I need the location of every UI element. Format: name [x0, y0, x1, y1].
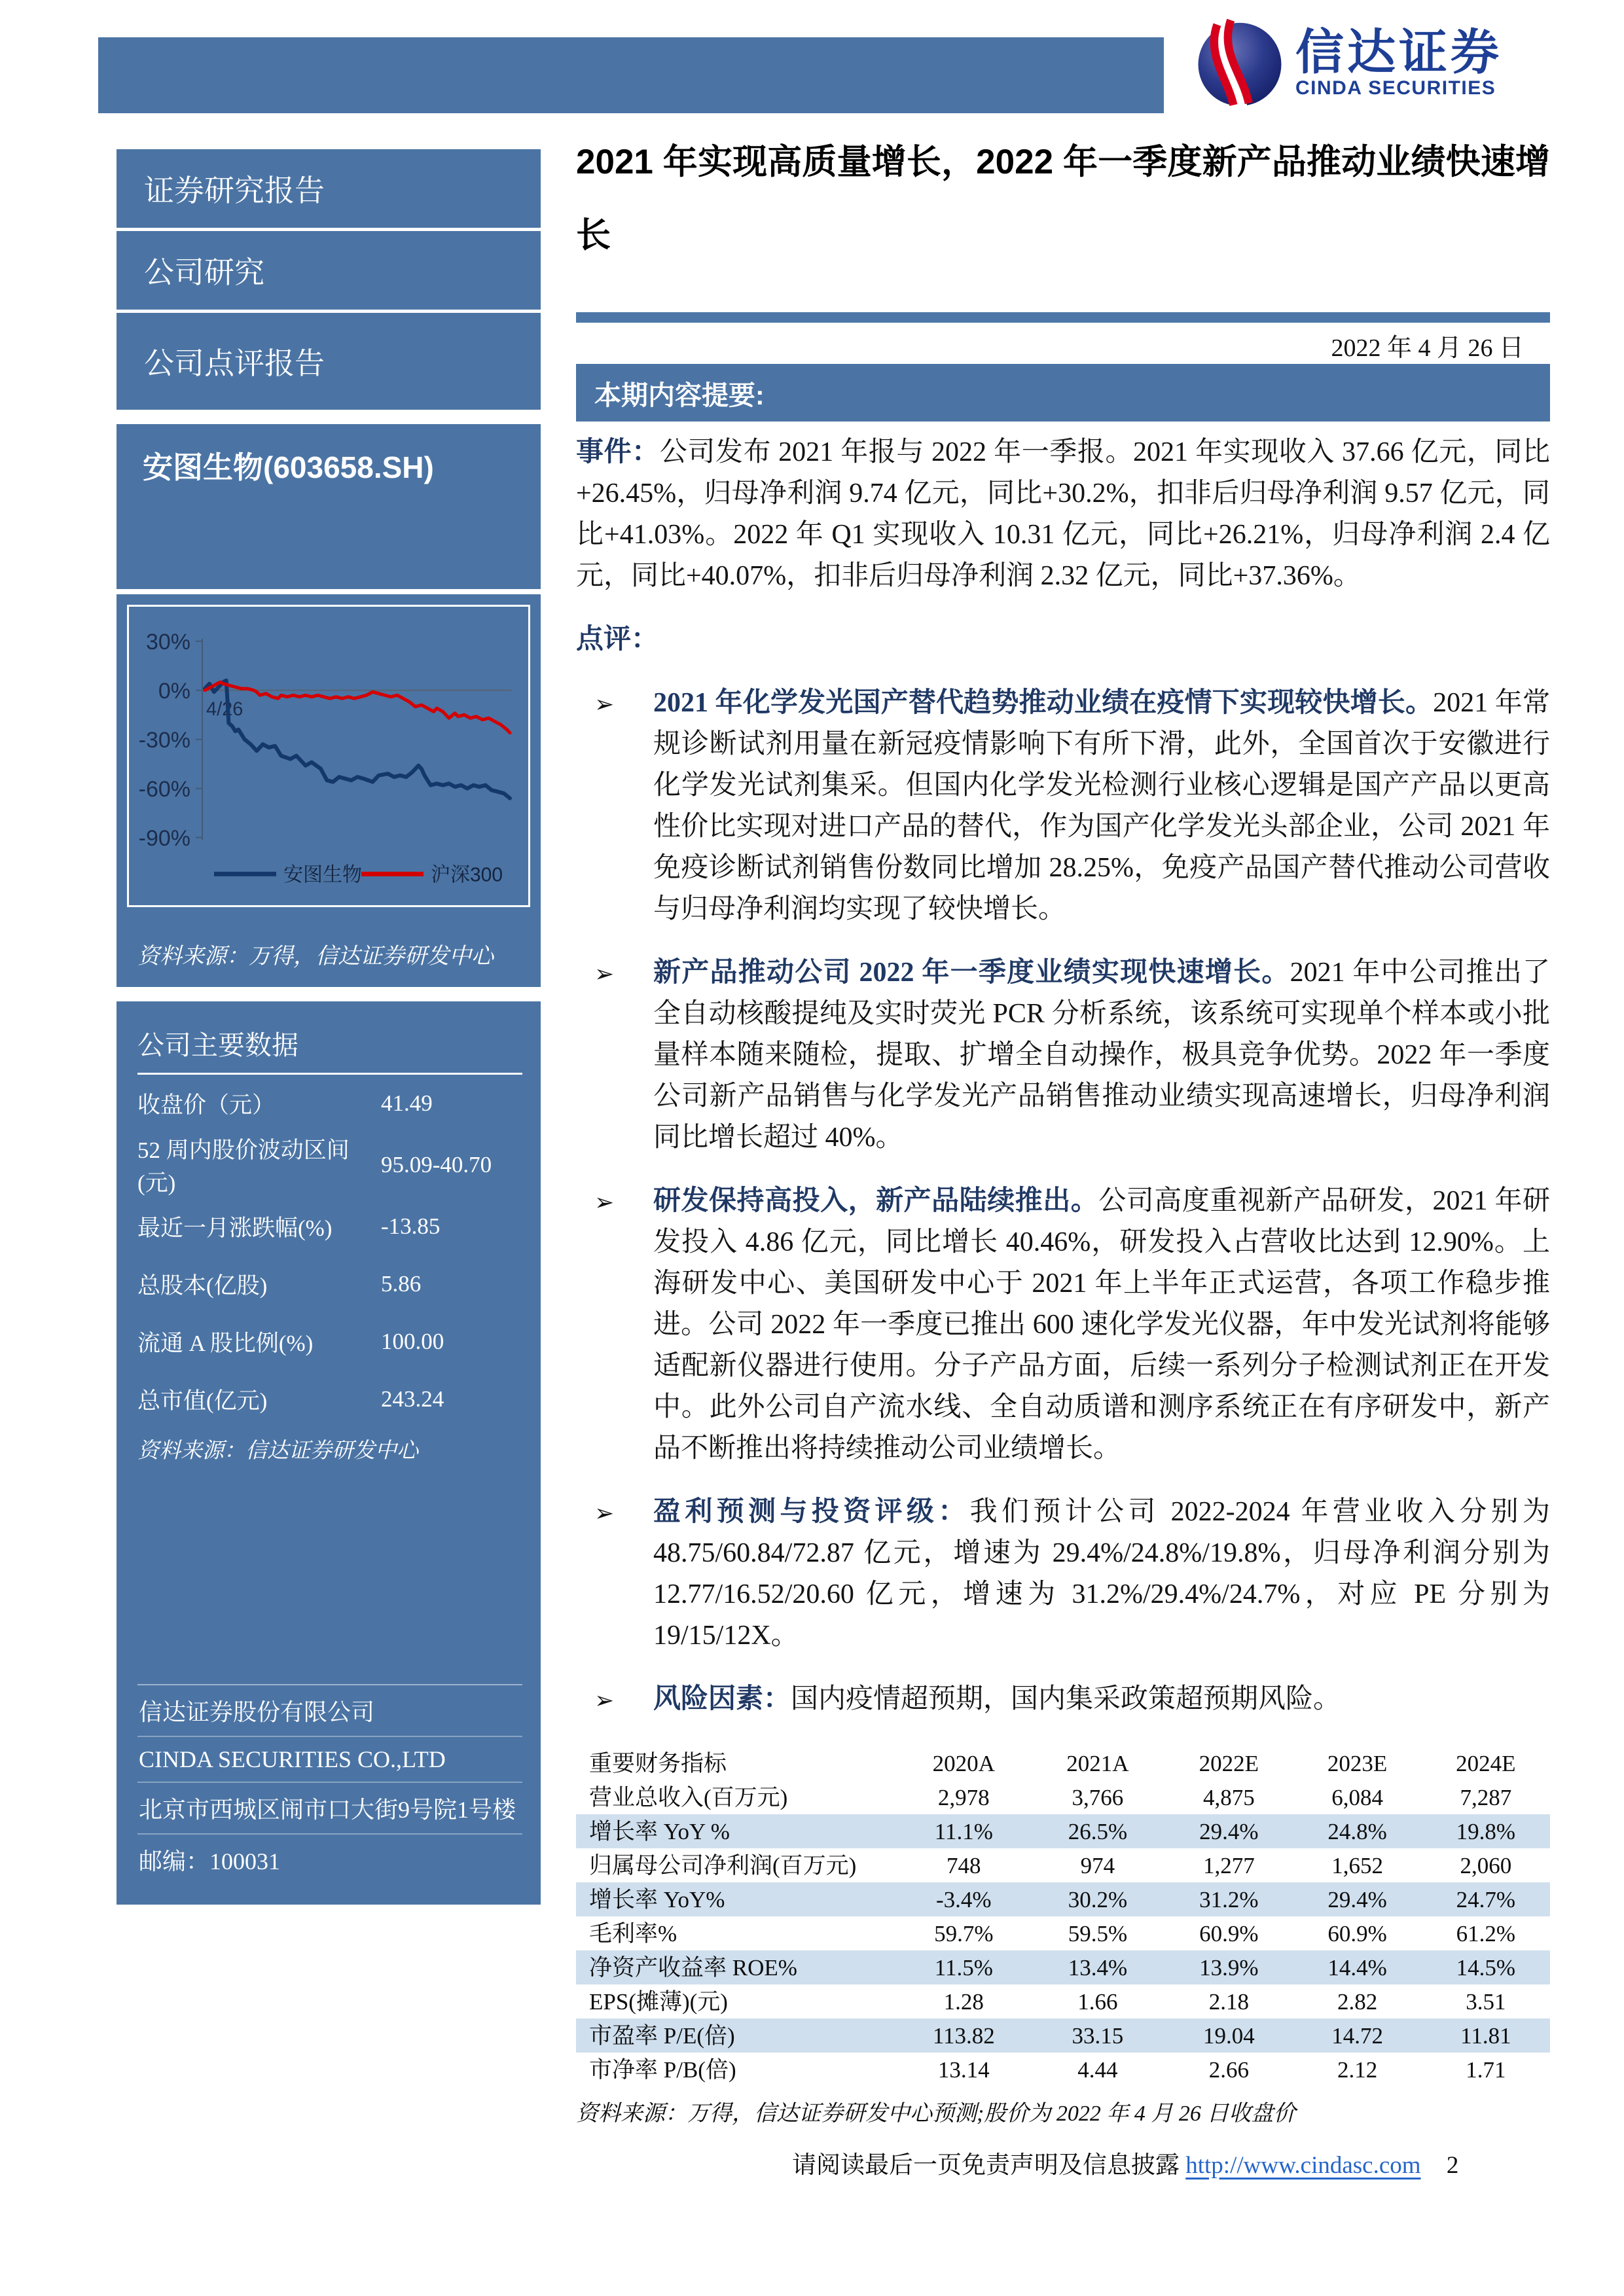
table-cell: 59.5%: [1068, 1920, 1128, 1946]
table-cell: 净资产收益率 ROE%: [589, 1954, 797, 1981]
table-cell: 14.5%: [1456, 1954, 1516, 1981]
key-data-label: 流通 A 股比例(%): [137, 1331, 314, 1356]
key-data-box: [117, 1001, 541, 1905]
table-cell: 1.71: [1466, 2056, 1506, 2083]
table-cell: 4,875: [1202, 1784, 1255, 1810]
sidebar-item-research-type: [117, 231, 541, 310]
page-footer: [576, 2145, 1550, 2186]
key-data-value: 5.86: [381, 1271, 422, 1297]
bullet-arrow-icon: ➢: [594, 691, 615, 718]
bullet-lead: 风险因素：: [653, 1684, 791, 1714]
table-cell: 2020A: [932, 1750, 995, 1776]
key-data-value: 100.00: [381, 1329, 444, 1354]
table-cell: 2023E: [1327, 1750, 1388, 1776]
stock-name-box: [117, 424, 541, 589]
comment-type-label: 公司点评报告: [144, 346, 325, 380]
table-source-note: 资料来源：万得，信达证券研发中心预测;股价为 2022 年 4 月 26 日收盘价: [576, 2102, 1296, 2126]
table-cell: 1.66: [1077, 1988, 1118, 2015]
bullet-body: 国内疫情超预期，国内集采政策超预期风险。: [791, 1684, 1341, 1714]
table-cell: 33.15: [1072, 2022, 1124, 2049]
key-data-source: 资料来源：信达证券研发中心: [137, 1439, 418, 1463]
event-label: 事件：: [576, 437, 660, 467]
table-cell: 2.18: [1208, 1988, 1249, 2015]
key-data-row: [137, 1255, 522, 1313]
key-data-value: 95.09-40.70: [381, 1152, 492, 1177]
table-row: [576, 1984, 1550, 2018]
summary-label: 本期内容提要:: [594, 380, 765, 410]
summary-bar: [576, 364, 1550, 422]
event-body: 公司发布 2021 年报与 2022 年一季报。2021 年实现收入 37.66 亿元，同比+26.45%，归母净利润 9.74 亿元，同比+30.2%，扣非后归母净利润 9.57 亿元，同比+41.03%。2022 年 Q1 实现收入 10.31 亿元，同比+26.21%，归母净利润 2.4 亿元，同比+40.07%，扣非后归母净利润 2.32 亿元，同比+37.36%。: [576, 437, 1550, 591]
page-number: 2: [1446, 2152, 1459, 2179]
bullet-item: [576, 683, 1550, 930]
page-title: 2021 年实现高质量增长，2022 年一季度新产品推动业绩快速增长: [576, 143, 1550, 255]
table-cell: 2021A: [1066, 1750, 1129, 1776]
key-data-value: -13.85: [381, 1213, 441, 1239]
table-cell: 市净率 P/B(倍): [589, 2056, 736, 2083]
bullet-item: [576, 952, 1550, 1158]
table-cell: 11.1%: [934, 1818, 993, 1844]
cinda-logo-icon: [1195, 18, 1285, 109]
sidebar-item-comment-type: [117, 313, 541, 410]
bullet-lead: 新产品推动公司 2022 年一季度业绩实现快速增长。: [653, 958, 1290, 988]
table-cell: 19.04: [1202, 2022, 1255, 2049]
key-data-label: 总市值(亿元): [137, 1388, 268, 1414]
sidebar-item-report-type: [117, 149, 541, 228]
table-cell: 1,652: [1331, 1852, 1383, 1878]
price-chart-box: [117, 594, 541, 987]
table-cell: 营业总收入(百万元): [589, 1784, 788, 1810]
svg-text:安图生物: 安图生物: [283, 864, 362, 886]
table-cell: 29.4%: [1199, 1818, 1259, 1844]
key-data-row: [137, 1198, 522, 1255]
price-chart-frame: [127, 605, 530, 907]
table-cell: 2022E: [1199, 1750, 1259, 1776]
table-cell: 24.8%: [1327, 1818, 1387, 1844]
svg-text:30%: 30%: [145, 629, 190, 655]
key-data-value: 41.49: [381, 1090, 433, 1116]
bullet-body: 2021 年常规诊断试剂用量在新冠疫情影响下有所下滑，此外，全国首次于安徽进行化学发光试剂集采。但国内化学发光检测行业核心逻辑是国产产品以更高性价比实现对进口产品的替代，作为国产化学发光头部企业，公司 2021 年免疫诊断试剂销售份数同比增加 28.25%，免疫产品国产替代推动公司营收与归母净利润均实现了较快增长。: [653, 688, 1550, 924]
bullet-arrow-icon: ➢: [594, 1189, 615, 1216]
table-cell: 14.4%: [1327, 1954, 1387, 1981]
table-row: [576, 1780, 1550, 1814]
table-cell: 13.4%: [1068, 1954, 1128, 1981]
table-cell: 2.82: [1337, 1988, 1378, 2015]
table-row: [576, 1814, 1550, 1848]
header-blue-bar: [98, 37, 1164, 113]
table-cell: 增长率 YoY%: [589, 1886, 725, 1912]
bullet-lead: 盈利预测与投资评级：: [653, 1497, 970, 1527]
key-data-row: [137, 1132, 522, 1198]
table-cell: 2024E: [1456, 1750, 1516, 1776]
table-cell: 30.2%: [1068, 1886, 1128, 1912]
table-row: [576, 1950, 1550, 1984]
stock-name: 安图生物(603658.SH): [143, 450, 434, 484]
table-row: [576, 1882, 1550, 1916]
table-cell: 29.4%: [1327, 1886, 1387, 1912]
svg-text:4/26: 4/26: [206, 699, 244, 721]
key-data-value: 243.24: [381, 1386, 444, 1412]
footer-disclaimer: 请阅读最后一页免责声明及信息披露: [792, 2152, 1180, 2179]
table-row: [576, 1916, 1550, 1950]
chart-source-note: 资料来源：万得，信达证券研发中心: [137, 944, 494, 969]
table-cell: 974: [1080, 1852, 1115, 1878]
table-cell: 6,084: [1331, 1784, 1383, 1810]
key-data-label: 最近一月涨跌幅(%): [137, 1215, 333, 1241]
table-cell: 26.5%: [1068, 1818, 1128, 1844]
table-cell: 1.28: [943, 1988, 984, 2015]
company-info: [137, 1684, 522, 1885]
research-type-label: 公司研究: [144, 255, 264, 289]
table-cell: 59.7%: [934, 1920, 994, 1946]
bullet-item: [576, 1679, 1550, 1720]
table-cell: 3,766: [1072, 1784, 1124, 1810]
footer-url-link[interactable]: http://www.cindasc.com: [1185, 2152, 1421, 2179]
table-row: [576, 2053, 1550, 2087]
company-postcode: 邮编：100031: [139, 1848, 281, 1874]
table-cell: 13.9%: [1199, 1954, 1259, 1981]
table-cell: 2,978: [937, 1784, 990, 1810]
table-cell: 14.72: [1331, 2022, 1383, 2049]
key-data-row: [137, 1075, 522, 1132]
table-cell: 19.8%: [1456, 1818, 1516, 1844]
table-cell: 2,060: [1460, 1852, 1512, 1878]
bullet-body: 公司高度重视新产品研发，2021 年研发投入 4.86 亿元，同比增长 40.46%，研发投入占营收比达到 12.90%。上海研发中心、美国研发中心于 2021 年上半年正式运营，各项工作稳步推进。公司 2022 年一季度已推出 600 速化学发光仪器，年中发光试剂将能够适配新仪器进行使用。分子产品方面，后续一系列分子检测试剂正在开发中。此外公司自产流水线、全自动质谱和测序系统正在有序研发中，新产品不断推出将持续推动公司业绩增长。: [653, 1186, 1550, 1463]
table-cell: 31.2%: [1199, 1886, 1259, 1912]
table-cell: 61.2%: [1456, 1920, 1516, 1946]
report-content: [576, 432, 1550, 2186]
key-data-label: 总股本(亿股): [137, 1273, 268, 1299]
bullet-lead: 研发保持高投入，新产品陆续推出。: [653, 1186, 1099, 1216]
table-row: [576, 2018, 1550, 2053]
bullet-body: 我们预计公司 2022-2024 年营业收入分别为 48.75/60.84/72.87 亿元，增速为 29.4%/24.8%/19.8%，归母净利润分别为 12.77/16.52/20.60 亿元，增速为 31.2%/29.4%/24.7%，对应 PE 分别为 19/15/12X。: [653, 1497, 1550, 1651]
table-header-row: [576, 1746, 1550, 1780]
svg-text:-90%: -90%: [138, 825, 190, 851]
logo-en-text: CINDA SECURITIES: [1295, 77, 1496, 99]
table-cell: 113.82: [932, 2022, 995, 2049]
table-cell: 4.44: [1077, 2056, 1118, 2083]
table-cell: 748: [947, 1852, 981, 1878]
key-data-label: 52 周内股价波动区间(元): [137, 1138, 350, 1196]
table-cell: EPS(摊薄)(元): [589, 1988, 728, 2015]
table-cell: 增长率 YoY %: [589, 1818, 730, 1844]
bullet-item: [576, 1492, 1550, 1657]
svg-text:0%: 0%: [158, 678, 190, 704]
key-data-title: 公司主要数据: [137, 1024, 522, 1075]
bullet-arrow-icon: ➢: [594, 961, 615, 988]
company-logo: [1195, 17, 1594, 110]
table-cell: 重要财务指标: [589, 1750, 727, 1776]
report-date: 2022 年 4 月 26 日: [1331, 334, 1524, 362]
table-cell: -3.4%: [936, 1886, 992, 1912]
svg-text:-60%: -60%: [138, 776, 190, 802]
bullet-arrow-icon: ➢: [594, 1500, 615, 1527]
bullet-lead: 2021 年化学发光国产替代趋势推动业绩在疫情下实现较快增长。: [653, 688, 1434, 718]
table-cell: 2.12: [1337, 2056, 1378, 2083]
table-cell: 60.9%: [1199, 1920, 1259, 1946]
table-cell: 13.14: [937, 2056, 990, 2083]
table-cell: 11.5%: [934, 1954, 993, 1981]
key-data-rows: [137, 1075, 522, 1428]
table-cell: 2.66: [1208, 2056, 1249, 2083]
table-cell: 60.9%: [1327, 1920, 1387, 1946]
comment-label: 点评：: [576, 624, 659, 655]
bullet-arrow-icon: ➢: [594, 1687, 615, 1714]
table-cell: 市盈率 P/E(倍): [589, 2022, 735, 2049]
table-cell: 11.81: [1460, 2022, 1511, 2049]
table-cell: 24.7%: [1456, 1886, 1516, 1912]
price-chart: [129, 607, 528, 905]
table-cell: 3.51: [1466, 1988, 1506, 2015]
table-cell: 毛利率%: [589, 1920, 677, 1946]
bullet-list: [576, 683, 1550, 1720]
company-name-zh: 信达证券股份有限公司: [137, 1685, 522, 1737]
svg-text:沪深300: 沪深300: [431, 864, 503, 886]
logo-zh-text: 信达证券: [1295, 25, 1502, 80]
bullet-item: [576, 1181, 1550, 1469]
key-data-row: [137, 1371, 522, 1428]
company-name-en: CINDA SECURITIES CO.,LTD: [137, 1737, 522, 1783]
financial-table: [576, 1746, 1550, 2087]
key-data-label: 收盘价（元）: [137, 1092, 276, 1118]
event-paragraph: [576, 432, 1550, 597]
report-type-label: 证券研究报告: [144, 173, 325, 207]
table-cell: 7,287: [1460, 1784, 1512, 1810]
title-divider: [576, 312, 1550, 323]
company-address: 北京市西城区闹市口大街9号院1号楼: [137, 1783, 522, 1835]
table-cell: 1,277: [1202, 1852, 1255, 1878]
key-data-row: [137, 1313, 522, 1371]
table-row: [576, 1848, 1550, 1882]
table-cell: 归属母公司净利润(百万元): [589, 1852, 857, 1878]
bullet-body: 2021 年中公司推出了全自动核酸提纯及实时荧光 PCR 分析系统，该系统可实现单个样本或小批量样本随来随检，提取、扩增全自动操作，极具竞争优势。2022 年一季度公司新产品销售与化学发光产品销售推动业绩实现高速增长，归母净利润同比增长超过 40%。: [653, 958, 1550, 1153]
svg-text:-30%: -30%: [138, 727, 190, 753]
